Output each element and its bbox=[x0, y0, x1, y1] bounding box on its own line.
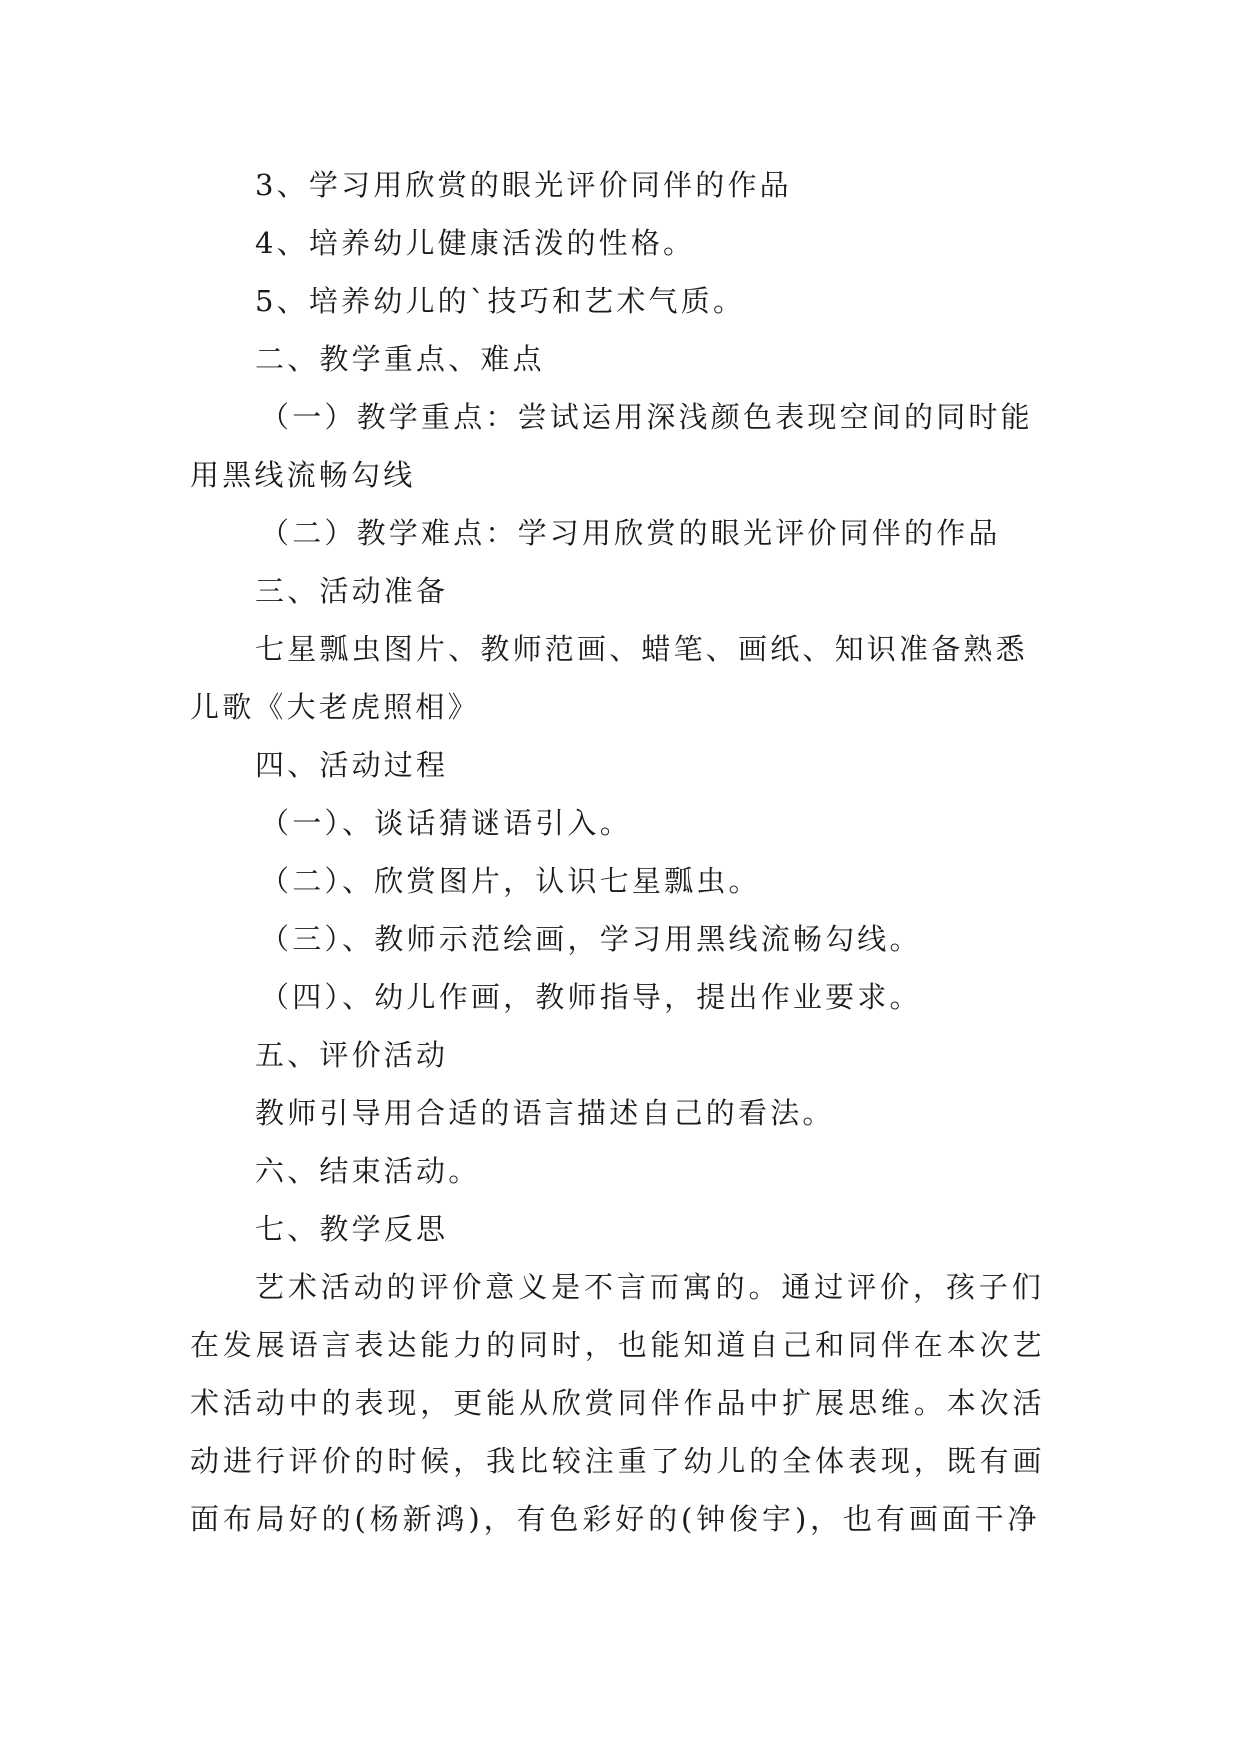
section-heading-2: 二、教学重点、难点 bbox=[255, 342, 545, 376]
key-point-line-2: 用黑线流畅勾线 bbox=[190, 458, 416, 492]
section-heading-7: 七、教学反思 bbox=[255, 1212, 449, 1246]
evaluation-text: 教师引导用合适的语言描述自己的看法。 bbox=[255, 1096, 835, 1130]
key-point-line-1: （一）教学重点：尝试运用深浅颜色表现空间的同时能 bbox=[260, 400, 1033, 434]
reflection-line-3: 术活动中的表现，更能从欣赏同伴作品中扩展思维。本次活 bbox=[190, 1386, 1046, 1420]
materials-line-1: 七星瓢虫图片、教师范画、蜡笔、画纸、知识准备熟悉 bbox=[255, 632, 1028, 666]
goal-5: 5、培养幼儿的`技巧和艺术气质。 bbox=[255, 284, 746, 318]
process-step-3: （三）、教师示范绘画，学习用黑线流畅勾线。 bbox=[260, 922, 922, 956]
goal-4: 4、培养幼儿健康活泼的性格。 bbox=[255, 226, 696, 260]
section-heading-6: 六、结束活动。 bbox=[255, 1154, 481, 1188]
section-heading-5: 五、评价活动 bbox=[255, 1038, 449, 1072]
process-step-1: （一）、谈话猜谜语引入。 bbox=[260, 806, 632, 840]
process-step-4: （四）、幼儿作画，教师指导，提出作业要求。 bbox=[260, 980, 922, 1014]
section-heading-4: 四、活动过程 bbox=[255, 748, 449, 782]
reflection-line-2: 在发展语言表达能力的同时，也能知道自己和同伴在本次艺 bbox=[190, 1328, 1046, 1362]
section-heading-3: 三、活动准备 bbox=[255, 574, 449, 608]
goal-3: 3、学习用欣赏的眼光评价同伴的作品 bbox=[255, 168, 792, 202]
reflection-line-4: 动进行评价的时候，我比较注重了幼儿的全体表现，既有画 bbox=[190, 1444, 1046, 1478]
materials-line-2: 儿歌《大老虎照相》 bbox=[190, 690, 480, 724]
reflection-line-5: 面布局好的(杨新鸿)，有色彩好的(钟俊宇)，也有画面干净 bbox=[190, 1502, 1041, 1536]
process-step-2: （二）、欣赏图片，认识七星瓢虫。 bbox=[260, 864, 761, 898]
difficult-point: （二）教学难点：学习用欣赏的眼光评价同伴的作品 bbox=[260, 516, 1001, 550]
reflection-line-1: 艺术活动的评价意义是不言而寓的。通过评价，孩子们 bbox=[255, 1270, 1045, 1304]
